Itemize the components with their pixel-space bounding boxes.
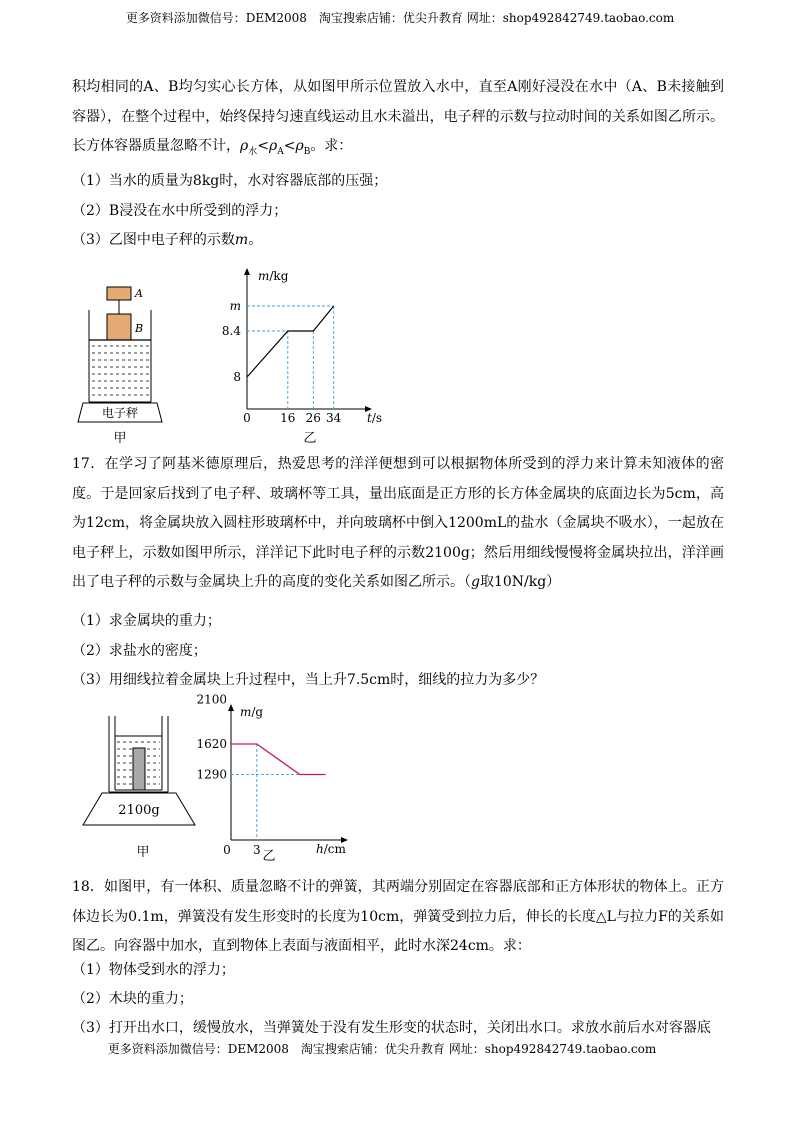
q17-item-2: （2）求盐水的密度； bbox=[72, 643, 207, 659]
rho-water: ρ bbox=[240, 138, 249, 155]
q17-figure-a bbox=[80, 712, 215, 862]
caption-a: 甲 bbox=[113, 431, 127, 446]
water bbox=[90, 340, 150, 401]
q18-item-1: （1）物体受到水的浮力； bbox=[72, 962, 235, 978]
y-tick-m: m bbox=[229, 299, 241, 313]
q17-text-end: 取10N/kg） bbox=[479, 574, 561, 591]
q17-paragraph bbox=[72, 450, 724, 598]
x-tick-0: 0 bbox=[243, 411, 251, 425]
y-axis-arrow bbox=[244, 268, 250, 275]
y-axis-label: m/kg bbox=[258, 269, 289, 283]
y-tick-8: 8 bbox=[233, 370, 241, 384]
scale-reading: 2100g bbox=[118, 803, 160, 818]
q16-item-1: （1）当水的质量为8kg时，水对容器底部的压强； bbox=[72, 173, 388, 189]
y-tick-2100: 2100 bbox=[196, 692, 227, 707]
rho-b-sub: B bbox=[303, 146, 311, 157]
q18-paragraph: 18．如图甲，有一体积、质量忽略不计的弹簧，其两端分别固定在容器底部和正方体形状的物体上。正方体边长为0.1m，弹簧没有发生形变时的长度为10cm，弹簧受到拉力后，伸长的长度△L与拉力F的关系如图乙。向容器中加水，直到物体上表面与液面相平，此时水深24cm。求： bbox=[72, 879, 724, 955]
label-a: A bbox=[135, 287, 143, 300]
y-tick-1620: 1620 bbox=[196, 737, 227, 751]
y-tick-1290: 1290 bbox=[196, 767, 227, 782]
q18-item-3: （3）打开出水口，缓慢放水，当弹簧处于没有发生形变的状态时，关闭出水口。求放水前后水对容器底 bbox=[72, 1020, 711, 1036]
q18-item-2: （2）木块的重力； bbox=[72, 991, 193, 1007]
block-b bbox=[107, 314, 131, 340]
page-header: 更多资料添加微信号：DEM2008 淘宝搜索店铺：优尖升教育 网址：shop492842749.taobao.com bbox=[125, 11, 675, 25]
q17-g-var: g bbox=[471, 574, 480, 591]
scale-label: 电子秤 bbox=[101, 406, 139, 420]
q17-caption-a: 甲 bbox=[136, 845, 150, 860]
q16-item-3 bbox=[72, 230, 262, 250]
rho-a: ρ bbox=[268, 138, 278, 155]
x-axis-label: h/cm bbox=[316, 842, 346, 856]
rho-water-sub: 水 bbox=[248, 146, 258, 157]
lt-2: < bbox=[283, 138, 296, 155]
series-line bbox=[247, 306, 334, 377]
y-tick-8-4: 8.4 bbox=[221, 324, 241, 338]
q16-paragraph bbox=[72, 73, 724, 168]
block-a bbox=[107, 287, 131, 300]
q16-caption-b: 乙 bbox=[303, 431, 317, 446]
q17-caption-b: 乙 bbox=[262, 849, 276, 864]
q16-text: 积均相同的A、B均匀实心长方体，从如图甲所示位置放入水中，直至A刚好浸没在水中（A、B未接触到容器），在整个过程中，始终保持匀速直线运动且水未溢出，电子秤的示数与拉动时间的关系如图乙所示。长方体容器质量忽略不计， bbox=[72, 79, 724, 155]
x-tick-16: 16 bbox=[280, 411, 296, 425]
rho-b: ρ bbox=[295, 138, 304, 155]
q16-item-3-var: m bbox=[234, 232, 249, 248]
lt-1: < bbox=[257, 138, 269, 155]
x-tick-3: 3 bbox=[252, 843, 261, 857]
x-tick-26: 26 bbox=[305, 411, 321, 425]
x-axis-label: t/s bbox=[367, 411, 383, 425]
x-tick-0: 0 bbox=[223, 843, 231, 857]
rho-a-sub: A bbox=[277, 146, 284, 157]
y-axis-arrow bbox=[228, 704, 234, 711]
q17-chart bbox=[196, 693, 348, 857]
q16-figure-b bbox=[220, 262, 410, 447]
q16-item-3-end: 。 bbox=[248, 232, 263, 248]
q17-item-3: （3）用细线拉着金属块上升过程中，当上升7.5cm时，细线的拉力为多少？ bbox=[72, 672, 545, 688]
label-b: B bbox=[135, 322, 144, 335]
metal-block bbox=[133, 748, 145, 790]
q16-figure-a bbox=[70, 272, 180, 447]
q17-figure-b bbox=[196, 692, 366, 865]
q16-item-3-text: （3）乙图中电子秤的示数 bbox=[72, 232, 235, 248]
x-tick-34: 34 bbox=[326, 411, 342, 425]
page-footer: 更多资料添加微信号：DEM2008 淘宝搜索店铺：优尖升教育 网址：shop492842749.taobao.com bbox=[107, 1042, 657, 1056]
q16-text-end: 。求： bbox=[310, 138, 353, 155]
q16-chart bbox=[222, 268, 382, 425]
q17-item-1: （1）求金属块的重力； bbox=[72, 613, 221, 629]
q16-item-2: （2）B浸没在水中所受到的浮力； bbox=[72, 203, 288, 219]
q17-text: 17．在学习了阿基米德原理后，热爱思考的洋洋便想到可以根据物体所受到的浮力来计算未知液体的密度。于是回家后找到了电子秤、玻璃杯等工具，量出底面是正方形的长方体金属块的底面边长为5cm，高为12cm，将金属块放入圆柱形玻璃杯中，并向玻璃杯中倒入1200mL的盐水（金属块不吸水），一起放在电子秤上，示数如图甲所示，洋洋记下此时电子秤的示数2100g；然后用细线慢慢将金属块拉出，洋洋画出了电子秤的示数与金属块上升的高度的变化关系如图乙所示。（ bbox=[72, 456, 724, 591]
series-line bbox=[231, 744, 326, 775]
y-axis-label: m/g bbox=[240, 705, 264, 719]
